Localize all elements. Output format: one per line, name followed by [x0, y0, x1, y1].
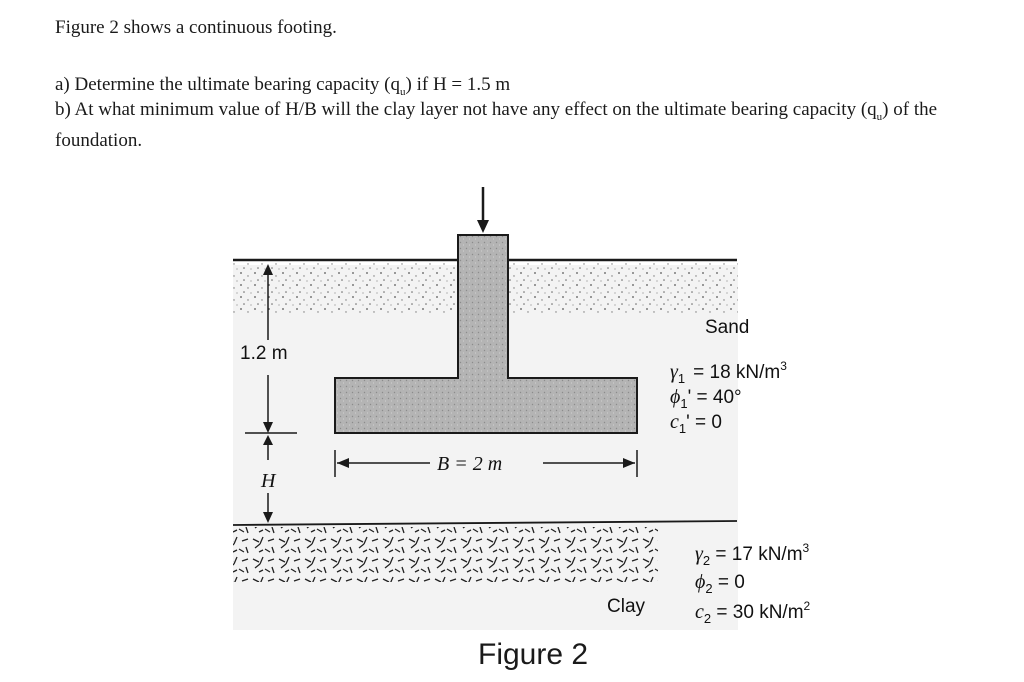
sand-gamma-exp: 3 — [780, 359, 787, 373]
sand-gamma-value: = 18 kN/m — [693, 362, 781, 383]
clay-texture — [233, 527, 658, 582]
footing-figure — [225, 175, 855, 635]
sand-phi-symbol: ϕ — [670, 386, 681, 408]
part-b-text: b) At what minimum value of H/B will the clay layer not have any effect on the ultimate bearing capacity (q — [55, 99, 877, 120]
load-arrow-head — [477, 220, 489, 233]
sand-gamma-symbol: γ — [670, 361, 678, 383]
clay-phi-symbol: ϕ — [695, 571, 706, 593]
width-label: B = 2 m — [437, 453, 503, 475]
clay-gamma-value: = 17 kN/m — [710, 544, 803, 565]
sand-c-symbol: c — [670, 411, 679, 433]
footing-diagram — [225, 175, 855, 635]
part-a-end: ) if H = 1.5 m — [405, 74, 511, 95]
part-b-subscript: u — [876, 110, 883, 123]
sand-c-sub: 1 — [678, 421, 687, 436]
question-part-b — [55, 98, 970, 153]
clay-c-exp: 2 — [803, 599, 811, 613]
depth-label: 1.2 m — [240, 343, 288, 364]
figure-caption: Figure 2 — [478, 638, 589, 671]
clay-phi-sub: 2 — [705, 581, 713, 596]
clay-c — [695, 599, 811, 626]
clay-gamma-sub: 2 — [702, 553, 711, 568]
clay-c-symbol: c — [695, 601, 704, 623]
clay-gamma-exp: 3 — [802, 541, 810, 555]
intro-text: Figure 2 shows a continuous footing. — [55, 17, 337, 38]
clay-c-value: = 30 kN/m — [711, 602, 804, 623]
sand-phi-value: ' = 40° — [687, 387, 742, 408]
part-b-end: ) of the foundation. — [55, 99, 938, 151]
clay-gamma-symbol: γ — [695, 543, 703, 565]
clay-phi-value: = 0 — [712, 572, 745, 593]
sand-gamma-sub: 1 — [677, 371, 686, 386]
clay-gamma — [695, 541, 810, 568]
part-a-text: a) Determine the ultimate bearing capacity (q — [55, 74, 401, 95]
clay-phi — [695, 571, 745, 596]
sand-phi-sub: 1 — [680, 396, 688, 411]
clay-title: Clay — [607, 596, 646, 617]
part-a-subscript: u — [400, 85, 406, 98]
sand-title: Sand — [705, 317, 750, 338]
sand-c — [670, 411, 722, 436]
clay-c-sub: 2 — [703, 611, 712, 626]
sand-c-value: ' = 0 — [686, 412, 722, 433]
h-label: H — [261, 470, 276, 492]
